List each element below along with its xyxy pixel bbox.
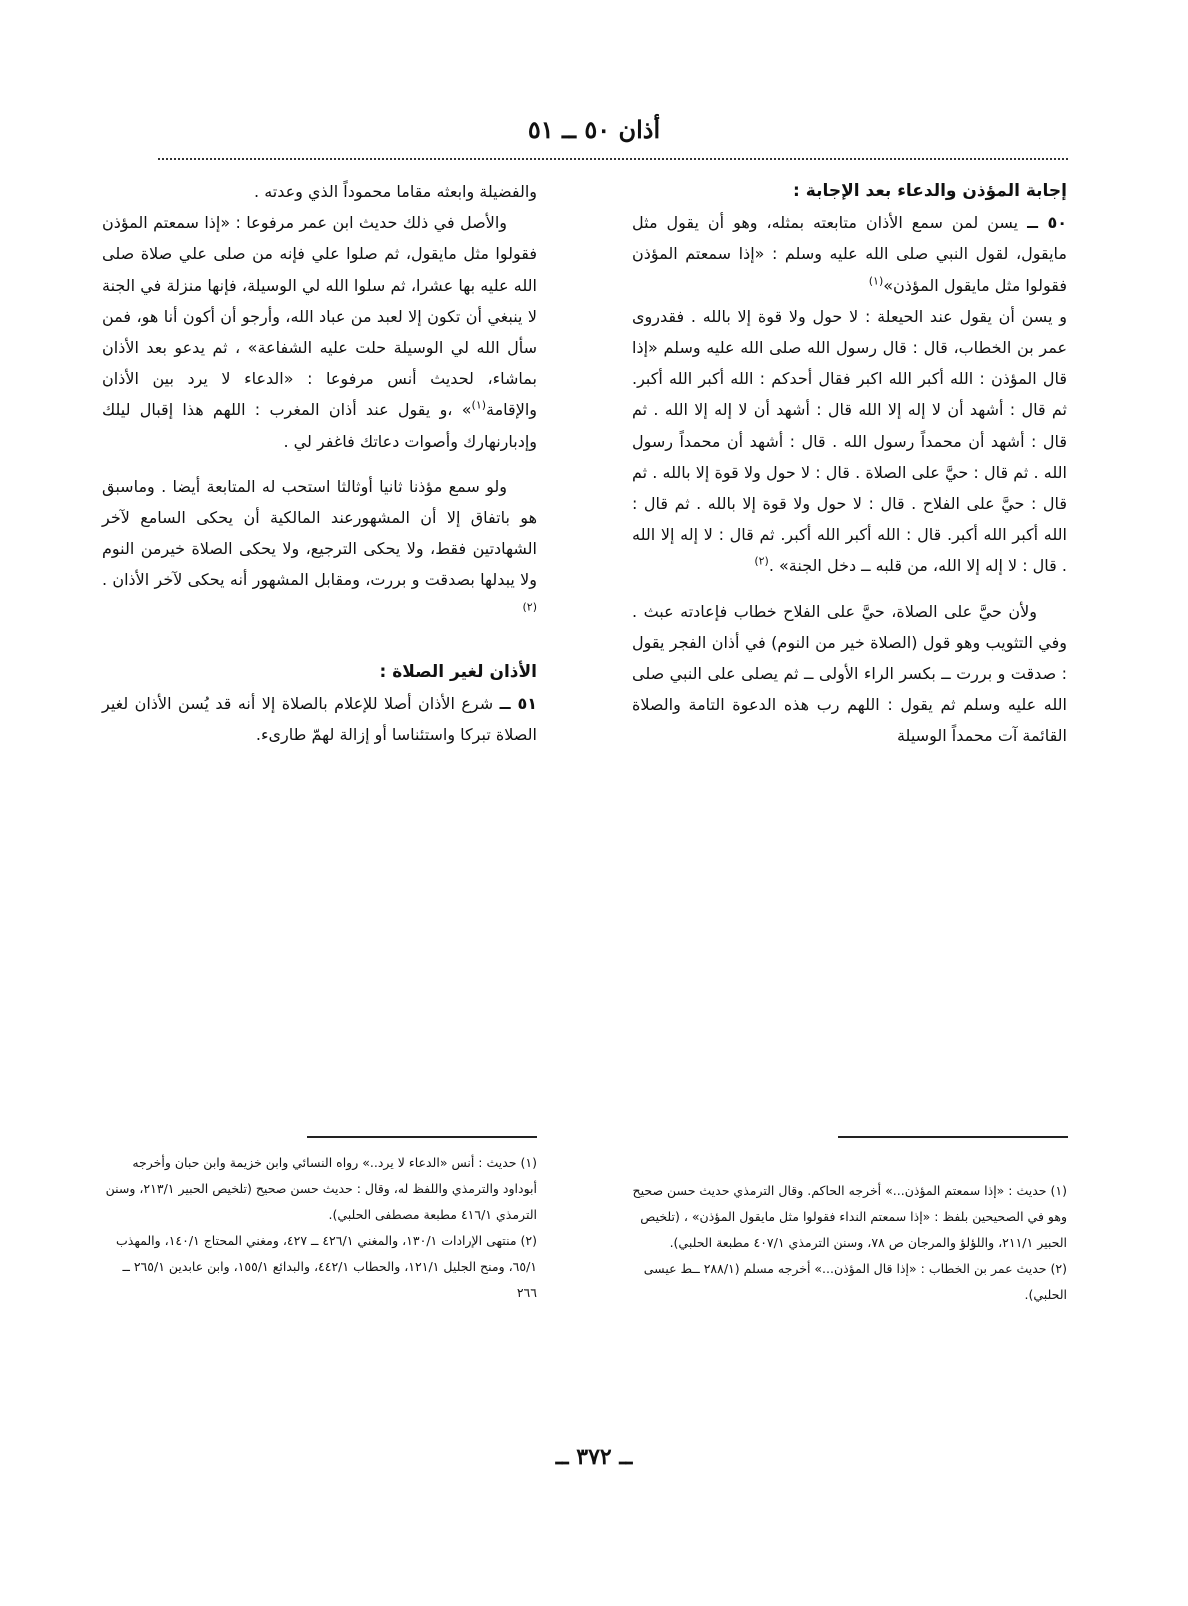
paragraph-second-muadhin-text: ولو سمع مؤذنا ثانيا أوثالثا استحب له المتابعة أيضا . وماسبق هو باتفاق إلا أن المشهورعند المالكية أن يحكى السامع لآخر الشهادتين فقط، ولا يحكى الترجيع، ولا يحكى الصلاة خيرمن النوم ولا يبدلها بصدقت و بررت، ومقابل المشهور أنه يحكى لآخر الأذان . — [102, 476, 537, 590]
left-column — [102, 176, 537, 750]
right-column — [632, 176, 1067, 752]
page-number: ــ ٣٧٢ ــ — [555, 1444, 633, 1470]
footnote-divider-right — [838, 1136, 1068, 1138]
paragraph-continuation: والفضيلة وابعثه مقاما محموداً الذي وعدته . — [254, 182, 537, 201]
footnote-divider-left — [307, 1136, 537, 1138]
footnotes-left — [102, 1150, 537, 1306]
paragraph-asl-text-end: » ،و يقول عند أذان المغرب : اللهم هذا إقبال ليلك وإدبارنهارك وأصوات دعاتك فاغفر لي . — [102, 400, 537, 451]
footnote-item: (١) حديث : أنس «الدعاء لا يرد..» رواه النسائي وابن خزيمة وابن حبان وأخرجه أبوداود والترمذي واللفظ له، وقال : حديث حسن صحيح (تلخيص الحبير ٢١٣/١، وسنن الترمذي ٤١٦/١ مطبعة مصطفى الحلبي). — [105, 1155, 537, 1222]
footnote-ref-1: (١) — [868, 274, 884, 288]
paragraph-hawqala-text: و يسن أن يقول عند الحيعلة : لا حول ولا قوة إلا بالله . فقدروى عمر بن الخطاب، قال : قال رسول الله صلى الله عليه وسلم «إذا قال المؤذن : الله أكبر الله اكبر فقال أحدكم : الله أكبر الله أكبر. ثم قال : أشهد أن لا إله إلا الله قال : أشهد أن لا إله إلا الله . ثم قال : أشهد أن محمداً رسول الله . قال : أشهد أن محمداً رسول الله . ثم قال : حيَّ على الصلاة . قال : لا حول ولا قوة إلا بالله . ثم قال : حيَّ على الفلاح . قال : لا حول ولا قوة إلا بالله . ثم قال : الله أكبر الله أكبر. قال : الله أكبر الله أكبر. ثم قال : لا إله إلا الله . قال : لا إله إلا الله، من قلبه ــ دخل الجنة» . — [632, 306, 1067, 576]
paragraph-hawqala — [632, 301, 1067, 582]
paragraph-51 — [102, 688, 537, 750]
footnote-item: (١) حديث : «إذا سمعتم المؤذن...» أخرجه الحاكم. وقال الترمذي حديث حسن صحيح وهو في الصحيحين بلفظ : «إذا سمعتم النداء فقولوا مثل مايقول المؤذن» ، (تلخيص الحبير ٢١١/١، واللؤلؤ والمرجان ص ٧٨، وسنن الترمذي ٤٠٧/١ مطبعة الحلبي). — [632, 1183, 1067, 1250]
footnote-item: (٢) حديث عمر بن الخطاب : «إذا قال المؤذن...» أخرجه مسلم (٢٨٨/١ ــط عيسى الحلبي). — [643, 1261, 1067, 1302]
section-heading-adhan-response: إجابة المؤذن والدعاء بعد الإجابة : — [793, 181, 1067, 201]
footnote-ref-1: (١) — [471, 399, 487, 413]
paragraph-number-50: ٥٠ ــ — [1027, 213, 1067, 233]
paragraph-50-text: يسن لمن سمع الأذان متابعته بمثله، وهو أن يقول مثل مايقول، لقول النبي صلى الله عليه وسلم : «إذا سمعتم المؤذن فقولوا مثل مايقول المؤذن» — [632, 213, 1067, 295]
paragraph-asl-text: والأصل في ذلك حديث ابن عمر مرفوعا : «إذا سمعتم المؤذن فقولوا مثل مايقول، ثم صلوا علي فإنه من صلى علي صلاة صلى الله عليه بها عشرا، ثم سلوا الله لي الوسيلة، فإنها منزلة في الجنة لا ينبغي أن تكون إلا لعبد من عباد الله، وأرجو أن أكون أنا هو، فمن سأل الله لي الوسيلة حلت عليه الشفاعة» ، ثم يدعو بعد الأذان بماشاء، لحديث أنس مرفوعا : «الدعاء لا يرد بين الأذان والإقامة — [102, 213, 537, 420]
running-head: أذان ٥٠ ــ ٥١ — [527, 115, 661, 144]
paragraph-50 — [632, 207, 1067, 301]
footnote-ref-2: (٢) — [754, 555, 769, 569]
paragraph-tathwib: ولأن حيَّ على الصلاة، حيَّ على الفلاح خطاب فإعادته عبث . وفي التثويب وهو قول (الصلاة خير من النوم) في أذان الفجر يقول : صدقت و بررت ــ بكسر الراء الأولى ــ ثم يصلى على النبي صلى الله عليه وسلم ثم يقول : اللهم رب هذه الدعوة التامة والصلاة القائمة آت محمداً الوسيلة — [632, 601, 1067, 746]
paragraph-asl — [102, 207, 537, 457]
paragraph-second-muadhin — [102, 471, 537, 627]
footnote-item: (٢) منتهى الإرادات ١٣٠/١، والمغني ٤٢٦/١ ــ ٤٢٧، ومغني المحتاج ١٤٠/١، والمهذب ٦٥/١، ومنح الجليل ١٢١/١، والحطاب ٤٤٢/١، والبدائع ١٥٥/١، وابن عابدين ٢٦٥/١ ــ ٢٦٦ — [116, 1233, 537, 1300]
paragraph-number-51: ٥١ ــ — [499, 694, 537, 714]
header-divider — [158, 158, 1068, 160]
footnotes-right — [632, 1178, 1067, 1308]
section-heading-adhan-other: الأذان لغير الصلاة : — [379, 661, 537, 682]
footnote-ref-2: (٢) — [522, 600, 537, 614]
paragraph-51-text: شرع الأذان أصلا للإعلام بالصلاة إلا أنه قد يُسن الأذان لغير الصلاة تبركا واستئناسا أو إزالة لهمّ طارىء. — [102, 694, 537, 745]
